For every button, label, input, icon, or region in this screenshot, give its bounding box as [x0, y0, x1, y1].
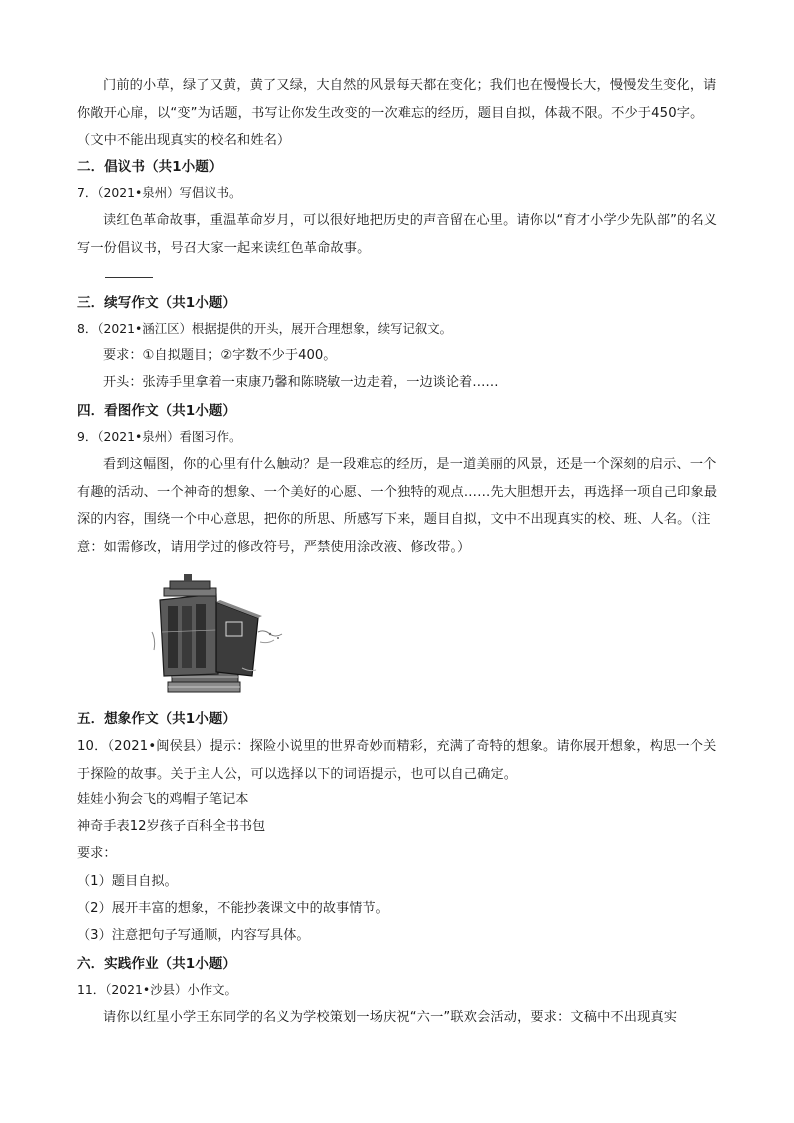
question-10-body: 10．（2021•闽侯县）提示：探险小说里的世界奇妙而精彩，充满了奇特的想象。请你展开想象，构思一个关于探险的故事。关于主人公，可以选择以下的词语提示，也可以自己确定。 — [77, 739, 717, 782]
question-8-title: 8．（2021•涵江区）根据提供的开头，展开合理想象，续写记叙文。 — [77, 321, 453, 336]
question-11-title: 11．（2021•沙县）小作文。 — [77, 982, 237, 997]
section-heading-continuation: 三．续写作文（共1小题） — [77, 295, 236, 311]
question-7-title: 7．（2021•泉州）写倡议书。 — [77, 185, 242, 200]
question-10-req-3: （3）注意把句子写通顺，内容写具体。 — [77, 928, 310, 943]
section-heading-picture: 四．看图作文（共1小题） — [77, 403, 236, 419]
question-8-opening: 开头：张涛手里拿着一束康乃馨和陈晓敏一边走着，一边谈论着…… — [103, 375, 499, 390]
question-10-req-2: （2）展开丰富的想象，不能抄袭课文中的故事情节。 — [77, 901, 389, 916]
intro-paragraph: 门前的小草，绿了又黄，黄了又绿，大自然的风景每天都在变化；我们也在慢慢长大，慢慢发生变化，请你敞开心扉，以“变”为话题，书写让你发生改变的一次难忘的经历，题目自拟，体裁不限。不少于450字。（文中不能出现真实的校名和姓名） — [77, 78, 717, 148]
question-10-req-label: 要求： — [77, 846, 117, 861]
question-7-body: 读红色革命故事，重温革命岁月，可以很好地把历史的声音留在心里。请你以“育才小学少先队部”的名义写一份倡议书，号召大家一起来读红色革命故事。 — [77, 213, 718, 256]
question-11-body: 请你以红星小学王东同学的名义为学校策划一场庆祝“六一”联欢会活动，要求：文稿中不出现真实 — [103, 1010, 678, 1025]
section-heading-proposal: 二．倡议书（共1小题） — [77, 159, 223, 175]
section-heading-practice: 六．实践作业（共1小题） — [77, 956, 236, 972]
question-9-title: 9．（2021•泉州）看图习作。 — [77, 429, 242, 444]
question-10-words-1: 娃娃小狗会飞的鸡帽子笔记本 — [77, 792, 249, 807]
book-stack-illustration — [146, 572, 288, 700]
section-heading-imagination: 五．想象作文（共1小题） — [77, 711, 236, 727]
answer-line — [105, 277, 153, 278]
question-9-body: 看到这幅图，你的心里有什么触动？是一段难忘的经历，是一道美丽的风景，还是一个深刻的启示、一个有趣的活动、一个神奇的想象、一个美好的心愿、一个独特的观点……先大胆想开去，再选择一项自己印象最深的内容，围绕一个中心意思，把你的所思、所感写下来，题目自拟，文中不出现真实的校、班、人名。（注意：如需修改，请用学过的修改符号，严禁使用涂改液、修改带。） — [77, 457, 718, 555]
question-8-requirements: 要求：①自拟题目；②字数不少于400。 — [103, 348, 337, 363]
question-10-req-1: （1）题目自拟。 — [77, 874, 178, 889]
question-10-words-2: 神奇手表12岁孩子百科全书书包 — [77, 819, 266, 834]
